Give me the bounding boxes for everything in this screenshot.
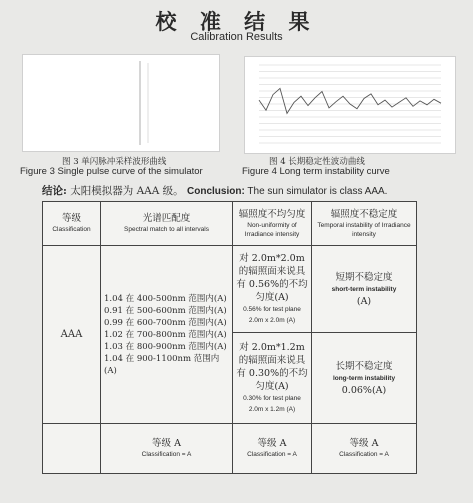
- header-spectral-match: 光谱匹配度 Spectral match to all intervals: [101, 202, 233, 246]
- instability-series-line: [259, 88, 441, 113]
- spectral-item: 1.02 在 700-800nm 范围内(A): [104, 329, 227, 340]
- figure-4-image: [244, 56, 456, 154]
- header-non-uniformity: 辐照度不均匀度 Non-uniformity of Irradiance intensity: [233, 202, 312, 246]
- long-term-instability-chart: [245, 57, 455, 153]
- grade-cell-uniformity: 等级 A Classification = A: [233, 424, 312, 474]
- conclusion-cn: 太阳模拟器为 AAA 级。: [70, 185, 184, 197]
- pulse-curve-plot: [23, 55, 219, 151]
- table-grade-row: [43, 424, 417, 474]
- conclusion: [42, 183, 387, 198]
- spectral-item: 1.03 在 800-900nm 范围内(A): [104, 341, 227, 352]
- calibration-table: [42, 201, 417, 474]
- conclusion-lead: 结论:: [42, 185, 67, 197]
- conclusion-en-label: Conclusion:: [187, 186, 245, 197]
- figure-3-caption-en: Figure 3 Single pulse curve of the simulator: [20, 166, 203, 177]
- spectral-item: 0.99 在 600-700nm 范围内(A): [104, 317, 227, 328]
- non-uniformity-cell-1: 对 2.0m*2.0m 的辐照面来说具有 0.56%的不均匀度(A) 0.56% for test plane 2.0m x 2.0m (A): [233, 246, 312, 333]
- spectral-item: 1.04 在 900-1100nm 范围内(A): [104, 353, 220, 376]
- spectral-match-list: [101, 246, 233, 424]
- conclusion-en: The sun simulator is class AAA.: [247, 186, 388, 197]
- grade-cell-spectral: 等级 A Classification = A: [101, 424, 233, 474]
- figure-3-image: [22, 54, 220, 152]
- page-title: 校 准 结 果: [155, 9, 318, 34]
- figure-3-caption-cn: 图 3 单闪脉冲采样波形曲线: [62, 157, 167, 167]
- table-row: [43, 246, 417, 333]
- short-term-instability-cell: 短期不稳定度 short-term instability (A): [312, 246, 417, 333]
- spectral-item: 0.91 在 500-600nm 范围内(A): [104, 305, 227, 316]
- figure-4-caption-en: Figure 4 Long term instability curve: [242, 166, 390, 177]
- long-term-instability-cell: 长期不稳定度 long-term instability 0.06%(A): [312, 333, 417, 424]
- table-header-row: [43, 202, 417, 246]
- spectral-item: 1.04 在 400-500nm 范围内(A): [104, 293, 227, 304]
- page-subtitle: Calibration Results: [190, 31, 283, 43]
- header-classification: 等级 Classification: [43, 202, 101, 246]
- grade-cell-empty: [43, 424, 101, 474]
- grade-cell-instability: 等级 A Classification = A: [312, 424, 417, 474]
- figure-4-caption-cn: 图 4 长期稳定性波动曲线: [269, 157, 365, 167]
- header-temporal-instability: 辐照度不稳定度 Temporal instability of Irradiance intensity: [312, 202, 417, 246]
- non-uniformity-cell-2: 对 2.0m*1.2m 的辐照面来说具有 0.30%的不均匀度(A) 0.30% for test plane 2.0m x 1.2m (A): [233, 333, 312, 424]
- classification-value: AAA: [43, 246, 101, 424]
